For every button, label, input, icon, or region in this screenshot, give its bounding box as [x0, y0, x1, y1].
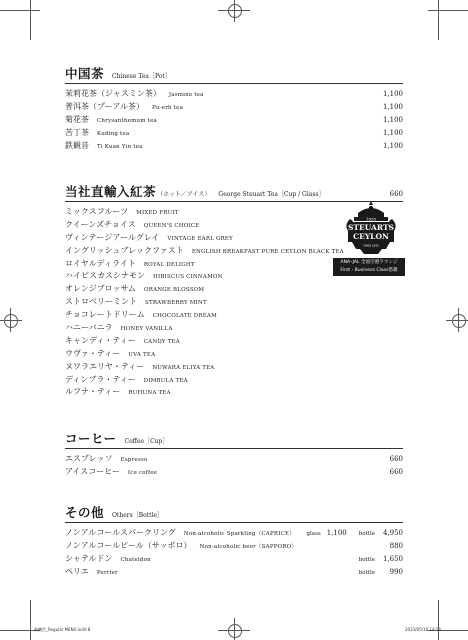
badge-line-2: First・Business Class搭載	[340, 268, 398, 273]
item-name-ja: ハイビスカスシナモン	[65, 271, 145, 281]
badge-line-1: ANA･JAL 全国空港ラウンジ	[340, 260, 398, 265]
bottle-label: bottle	[358, 557, 375, 563]
item-name-ja: ミックスフルーツ	[65, 207, 129, 216]
section-divider	[65, 522, 403, 523]
item-price: 1,100	[382, 116, 403, 124]
logo-name-2: CEYLON	[353, 232, 389, 241]
section-title: 中国茶	[65, 66, 105, 81]
menu-item	[65, 386, 403, 399]
item-name-ja: ディンブラ・ティー	[65, 374, 136, 384]
glass-label: glass	[306, 531, 321, 537]
section-header	[65, 503, 403, 521]
item-price: 1,100	[382, 90, 403, 98]
item-name-en: Non-alcoholic beer（SAPPORO）	[199, 544, 298, 550]
menu-item	[65, 309, 403, 322]
item-name-en: DIMBULA TEA	[143, 377, 188, 384]
logo-tagline: SINCE 1835	[363, 244, 379, 248]
lounge-badge	[333, 258, 405, 276]
bottle-price: 880	[389, 542, 403, 550]
section-header	[65, 182, 403, 200]
item-name-en: Ice coffee	[127, 470, 158, 476]
footer-timestamp: 2023/05/18 14:18	[405, 627, 441, 632]
item-name-en: Chrysanthemum tea	[97, 118, 158, 124]
steuarts-ceylon-logo	[340, 199, 402, 257]
item-name-ja: 苦丁茶	[65, 128, 89, 137]
menu-item	[65, 466, 403, 479]
item-name-ja: ノンアルコールビール（サッポロ）	[65, 541, 192, 550]
item-price: 660	[389, 468, 403, 476]
item-name-ja: シャテルドン	[65, 554, 113, 563]
section-title-en: Coffee［Cup］	[124, 438, 169, 445]
section-header	[65, 429, 403, 447]
item-name-ja: ヴィンテージアールグレイ	[65, 232, 160, 242]
menu-item	[65, 140, 403, 153]
menu-item	[65, 283, 403, 296]
item-name-en: Ti Kuan Yin tea	[97, 144, 143, 150]
item-name-ja: ストロベリーミント	[65, 297, 137, 307]
item-name-ja: キャンディ・ティー	[65, 335, 136, 345]
section-title: コーヒー	[65, 431, 117, 446]
menu-item	[65, 127, 403, 140]
item-name-ja: 茉莉花茶（ジャスミン茶）	[65, 89, 161, 98]
section-title-en: Others［Bottle］	[112, 512, 164, 519]
item-name-ja: 鉄観音	[65, 141, 89, 150]
logo-year: 1835	[365, 216, 377, 222]
item-name-ja: ハニーバニラ	[65, 323, 113, 333]
item-name-en: Perrier	[96, 570, 118, 576]
item-price: 1,100	[382, 129, 403, 137]
menu-item	[65, 296, 403, 309]
item-name-ja: クイーンズチョイス	[65, 219, 136, 229]
section-title: 当社直輸入紅茶	[65, 184, 157, 199]
item-price: 1,100	[382, 103, 403, 111]
menu-item	[65, 374, 403, 387]
section-divider	[65, 83, 403, 84]
item-name-ja: エスプレッソ	[65, 454, 113, 463]
item-name-ja: ヌワラエリヤ・ティー	[65, 361, 145, 371]
item-name-ja: イングリッシュブレックファスト	[65, 245, 184, 255]
menu-item	[65, 540, 403, 553]
item-name-en: MIXED FRUIT	[136, 210, 179, 216]
item-name-ja: ルフナ・ティー	[65, 387, 121, 397]
coffee-list	[65, 453, 403, 479]
item-name-en: STRAWBERRY MINT	[145, 300, 207, 307]
section-title-en: George Steuart Tea［Cup / Glass］	[218, 191, 325, 198]
menu-item	[65, 361, 403, 374]
item-name-en: Kuding tea	[97, 131, 130, 137]
item-name-en: CANDY TEA	[143, 338, 180, 345]
menu-item	[65, 566, 403, 579]
menu-item	[65, 101, 403, 114]
item-name-en: ORANGE BLOSSOM	[144, 287, 205, 294]
section-price: 660	[389, 190, 403, 198]
item-name-en: HONEY VANILLA	[120, 326, 173, 333]
bottle-label: bottle	[358, 570, 375, 576]
menu-item	[65, 348, 403, 361]
item-name-en: NUWARA ELIYA TEA	[152, 364, 215, 371]
menu-item	[65, 335, 403, 348]
item-name-en: VINTAGE EARL GREY	[167, 235, 233, 242]
item-name-en: RUHUNA TEA	[128, 390, 171, 397]
item-name-en: CHOCOLATE DREAM	[152, 313, 217, 320]
glass-price: 1,100	[326, 529, 347, 537]
item-name-ja: ノンアルコールスパークリング	[65, 528, 176, 537]
footer-filename: 飛機雲_Regular MENU.indd 8	[34, 627, 91, 632]
section-coffee	[65, 429, 403, 479]
item-name-ja: オレンジブロッサム	[65, 284, 137, 294]
item-name-ja: ロイヤルディライト	[65, 258, 136, 268]
bottle-price: 1,650	[382, 555, 403, 563]
item-name-en: Non-alcoholic Sparkling（CAPRICE）	[183, 531, 295, 537]
item-name-ja: 菊花茶	[65, 115, 89, 124]
section-title-en: Chinese Tea［Pot］	[112, 73, 171, 80]
section-title: その他	[65, 505, 105, 520]
item-name-en: Chateldon	[120, 557, 151, 563]
menu-item	[65, 114, 403, 127]
item-name-ja: チョコレートドリーム	[65, 310, 145, 320]
menu-item	[65, 453, 403, 466]
bottle-label: bottle	[358, 531, 375, 537]
menu-item	[65, 322, 403, 335]
item-name-en: Espresso	[120, 457, 148, 463]
item-name-en: HIBISCUS CINNAMON	[153, 274, 223, 281]
item-price: 660	[389, 455, 403, 463]
item-name-ja: ペリエ	[65, 567, 89, 576]
item-name-en: Jasmine tea	[168, 92, 204, 98]
menu-item	[65, 527, 403, 540]
others-list	[65, 527, 403, 579]
bottle-price: 4,950	[382, 529, 403, 537]
section-header	[65, 64, 403, 82]
menu-item	[65, 88, 403, 101]
bottle-price: 990	[389, 568, 403, 576]
section-divider	[65, 448, 403, 449]
item-name-ja: 普洱茶（プーアル茶）	[65, 102, 145, 111]
section-others	[65, 503, 403, 579]
item-name-en: ENGLISH BREAKFAST PURE CEYLON BLACK TEA	[191, 248, 344, 255]
item-name-en: ROYAL DELIGHT	[143, 261, 195, 268]
section-title-sub: （ホット／アイス）	[157, 191, 211, 198]
item-name-ja: アイスコーヒー	[65, 467, 120, 476]
menu-item	[65, 553, 403, 566]
item-price: 1,100	[382, 142, 403, 150]
chinese-tea-list	[65, 88, 403, 153]
item-name-en: Pu-erh tea	[152, 105, 184, 111]
section-chinese-tea	[65, 64, 403, 153]
item-name-en: QUEEN'S CHOICE	[143, 222, 200, 229]
item-name-ja: ウヴァ・ティー	[65, 348, 121, 358]
logo-name-1: STEUARTS	[348, 223, 394, 232]
item-name-en: UVA TEA	[128, 351, 156, 358]
